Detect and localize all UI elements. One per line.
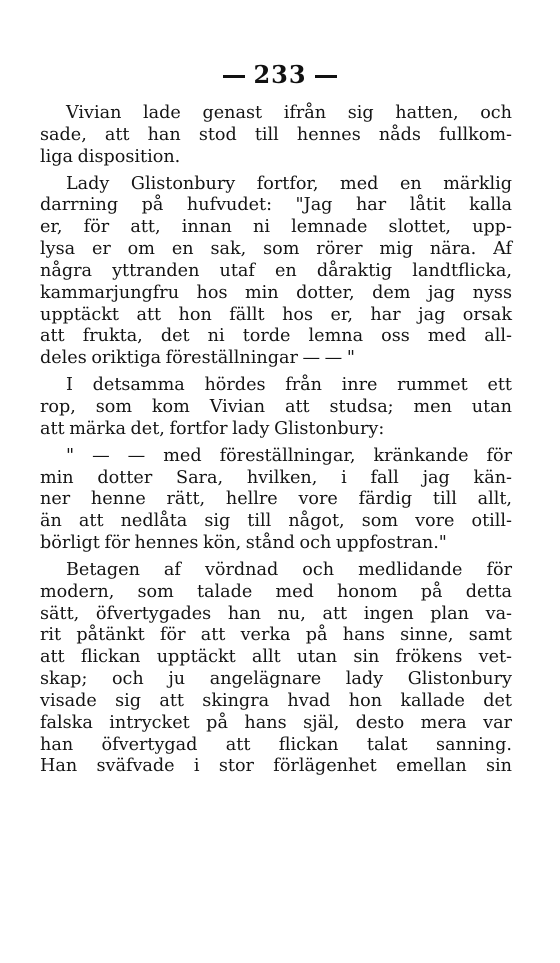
text-line: lysa er om en sak, som rörer mig nära. Af <box>40 239 512 260</box>
text-line: att frukta, det ni torde lemna oss med all- <box>40 326 512 347</box>
text-line: att märka det, fortfor lady Glistonbury: <box>40 418 385 439</box>
text-line: Han sväfvade i stor förlägenhet emellan sin <box>40 756 512 777</box>
text-line: Lady Glistonbury fortfor, med en märklig <box>66 173 512 194</box>
page-header <box>0 60 560 89</box>
text-line: rop, som kom Vivian att studsa; men utan <box>40 396 512 417</box>
text-line: han öfvertygad att flickan talat sanning. <box>40 734 512 755</box>
text-line: några yttranden utaf en dåraktig landtflicka, <box>40 260 512 281</box>
text-line: att flickan upptäckt allt utan sin frökens vet- <box>40 647 512 668</box>
text-line: Betagen af vördnad och medlidande för <box>66 559 512 580</box>
text-line: er, för att, innan ni lemnade slottet, upp- <box>40 217 512 238</box>
text-line: liga disposition. <box>40 146 181 167</box>
paragraph <box>40 560 512 778</box>
text-line: " — — med föreställningar, kränkande för <box>66 445 512 466</box>
text-line: skap; och ju angelägnare lady Glistonbury <box>40 669 512 690</box>
text-line: upptäckt att hon fällt hos er, har jag orsak <box>40 304 512 325</box>
text-line: falska intrycket på hans själ, desto mera var <box>40 712 512 733</box>
text-line: kammarjungfru hos min dotter, dem jag nyss <box>40 282 512 303</box>
text-line: börligt för hennes kön, stånd och uppfostran." <box>40 533 447 554</box>
header-right-rule <box>315 75 337 78</box>
page-number: 233 <box>253 60 307 89</box>
text-line: sätt, öfvertygades han nu, att ingen plan va- <box>40 603 512 624</box>
header-left-rule <box>223 75 245 78</box>
text-line: darrning på hufvudet: "Jag har låtit kalla <box>40 195 512 216</box>
paragraph <box>40 446 512 555</box>
text-line: modern, som talade med honom på detta <box>40 581 512 602</box>
text-line: I detsamma hördes från inre rummet ett <box>66 375 512 396</box>
text-line: rit påtänkt för att verka på hans sinne, samt <box>40 625 512 646</box>
text-line: visade sig att skingra hvad hon kallade det <box>40 690 512 711</box>
text-line: sade, att han stod till hennes nåds fullkom- <box>40 124 512 145</box>
body-text <box>40 103 512 778</box>
text-line: deles oriktiga föreställningar — — " <box>40 348 355 369</box>
text-line: än att nedlåta sig till något, som vore otill- <box>40 511 512 532</box>
text-line: min dotter Sara, hvilken, i fall jag kän- <box>40 467 512 488</box>
text-line: ner henne rätt, hellre vore färdig till allt, <box>40 489 512 510</box>
paragraph <box>40 174 512 371</box>
text-line: Vivian lade genast ifrån sig hatten, och <box>66 103 512 123</box>
paragraph <box>40 375 512 441</box>
paragraph <box>40 103 512 169</box>
